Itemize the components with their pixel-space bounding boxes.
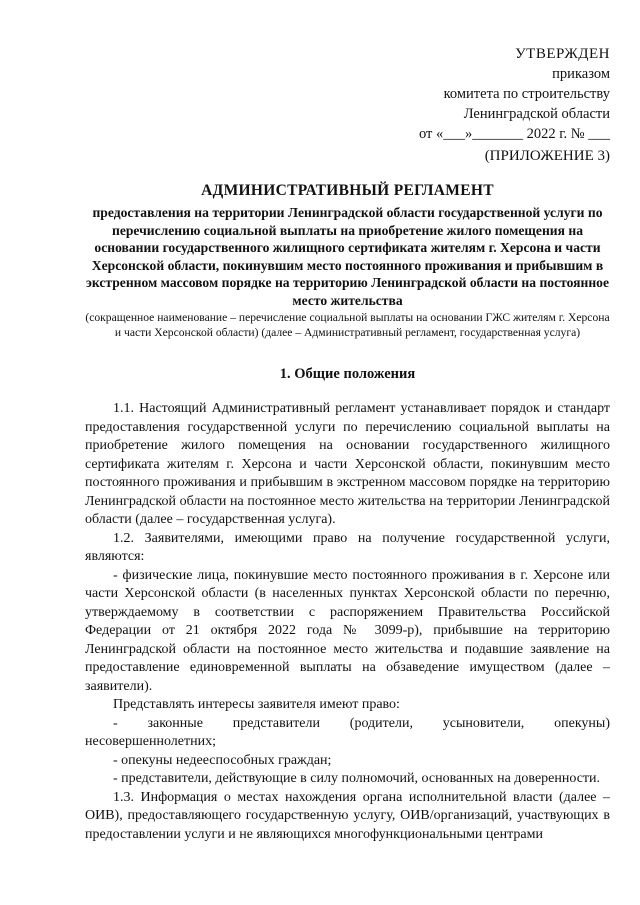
approval-stamp <box>419 44 610 144</box>
paragraph-guardians: - опекуны недееспособных граждан; <box>113 752 332 768</box>
document-body <box>85 400 610 844</box>
paragraph-1-2: 1.2. Заявителями, имеющими право на получение государственной услуги, являются: <box>85 530 610 564</box>
paragraph-1-3: 1.3. Информация о местах нахождения органа исполнительной власти (далее – ОИВ), предоставляющего государственную услугу, ОИВ/организаций, участвующих в предоставлении услуги и не являющихся многофункциональными центрами <box>85 789 610 842</box>
document-subtitle: предоставления на территории Ленинградской области государственной услуги по перечислению социальной выплаты на приобретение жилого помещения на основании государственного жилищного сертификата жителям г. Херсона и части Херсонской области, покинувшим место постоянного проживания и прибывшим в экстренном массовом порядке на территорию Ленинградской области на постоянное место жительства <box>85 205 610 308</box>
paragraph-proxies: - представители, действующие в силу полномочий, основанных на доверенности. <box>113 771 601 786</box>
short-name-note: (сокращенное наименование – перечисление социальной выплаты на основании ГЖС жителям г. Херсона и части Херсонской области) (далее – Административный регламент, государственная услуга) <box>85 311 610 339</box>
paragraph-legal-representatives: - законные представители (родители, усыновители, опекуны) несовершеннолетних; <box>85 715 610 749</box>
appendix-label: (ПРИЛОЖЕНИЕ 3) <box>484 148 610 164</box>
approval-heading: УТВЕРЖДЕН <box>515 46 610 62</box>
title-block <box>85 181 610 340</box>
approval-date-line: от «___»_______ 2022 г. № ___ <box>418 126 610 142</box>
paragraph-representation: Представлять интересы заявителя имеют право: <box>113 697 400 712</box>
approval-line: Ленинградской области <box>463 106 610 122</box>
approval-line: комитета по строительству <box>443 86 610 102</box>
section-heading: 1. Общие положения <box>279 366 416 382</box>
approval-line: приказом <box>552 66 610 82</box>
paragraph-individuals: - физические лица, покинувшие место постоянного проживания в г. Херсоне или части Херсонской области (в населенных пунктах Херсонской области по перечню, утверждаемому в соответствии с распоряжением Правительства Российской Федерации от 21 октября 2022 года № 3099-р), прибывшие на территорию Ленинградской области на постоянное место жительства и подавшие заявление на предоставление единовременной выплаты на обзаведение имуществом (далее – заявители). <box>85 567 610 694</box>
paragraph-1-1: 1.1. Настоящий Административный регламент устанавливает порядок и стандарт предоставления государственной услуги по перечислению социальной выплаты на приобретение жилого помещения на основании государственного жилищного сертификата жителям г. Херсона и части Херсонской области, покинувшим место постоянного проживания и прибывшим в экстренном массовом порядке на территорию Ленинградской области на постоянное место жительства на территории Ленинградской области (далее – государственная услуга). <box>85 401 610 527</box>
document-title: АДМИНИСТРАТИВНЫЙ РЕГЛАМЕНТ <box>201 182 494 199</box>
